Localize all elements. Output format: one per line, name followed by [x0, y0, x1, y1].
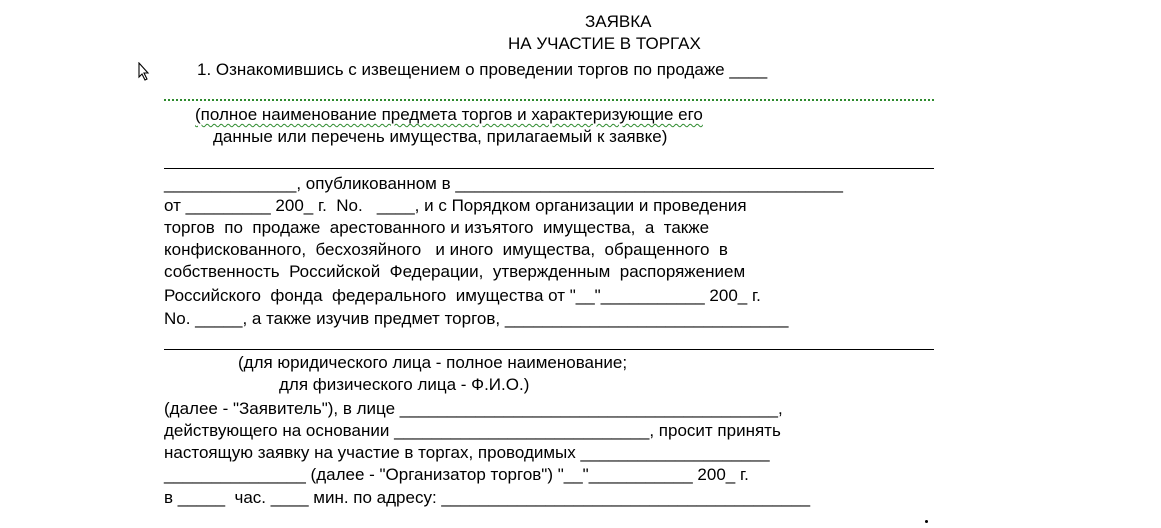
paragraph-line-10: No. _____, а также изучив предмет торгов, ______________________________	[164, 309, 789, 328]
paragraph-line-4: ______________, опубликованном в _________________________________________	[164, 174, 843, 193]
paragraph-line-15: настоящую заявку на участие в торгах, проводимых ____________________	[164, 443, 770, 462]
paragraph-line-1: 1. Ознакомившись с извещением о проведении торгов по продаже ____	[197, 60, 768, 79]
document-subtitle: НА УЧАСТИЕ В ТОРГАХ	[508, 34, 701, 53]
paragraph-line-6: торгов по продаже арестованного и изъятого имущества, а также	[164, 218, 710, 237]
blank-rule-1	[164, 168, 934, 169]
document-title: ЗАЯВКА	[585, 12, 652, 31]
mouse-pointer-icon	[136, 62, 150, 82]
paragraph-line-5: от _________ 200_ г. No. ____, и с Порядком организации и проведения	[164, 196, 747, 215]
stray-dot	[925, 520, 928, 523]
blank-rule-2	[164, 349, 934, 350]
green-wavy-rule	[164, 99, 934, 101]
paragraph-line-16: _______________ (далее - "Организатор торгов") "__"___________ 200_ г.	[164, 465, 749, 484]
note-line-3: (для юридического лица - полное наименование;	[238, 353, 628, 372]
paragraph-line-14: действующего на основании ___________________________, просит принять	[164, 421, 781, 440]
paragraph-line-8: собственность Российской Федерации, утвержденным распоряжением	[164, 262, 746, 281]
paragraph-line-9: Российского фонда федерального имущества от "__"___________ 200_ г.	[164, 286, 761, 305]
paragraph-line-13: (далее - "Заявитель"), в лице ________________________________________,	[164, 399, 783, 418]
paragraph-line-17: в _____ час. ____ мин. по адресу: _______________________________________	[164, 488, 811, 507]
paragraph-line-7: конфискованного, бесхозяйного и иного имущества, обращенного в	[164, 240, 728, 259]
note-line-2: данные или перечень имущества, прилагаемый к заявке)	[213, 127, 668, 146]
note-line-1: (полное наименование предмета торгов и характеризующие его	[195, 105, 703, 124]
note-line-4: для физического лица - Ф.И.О.)	[279, 375, 530, 394]
